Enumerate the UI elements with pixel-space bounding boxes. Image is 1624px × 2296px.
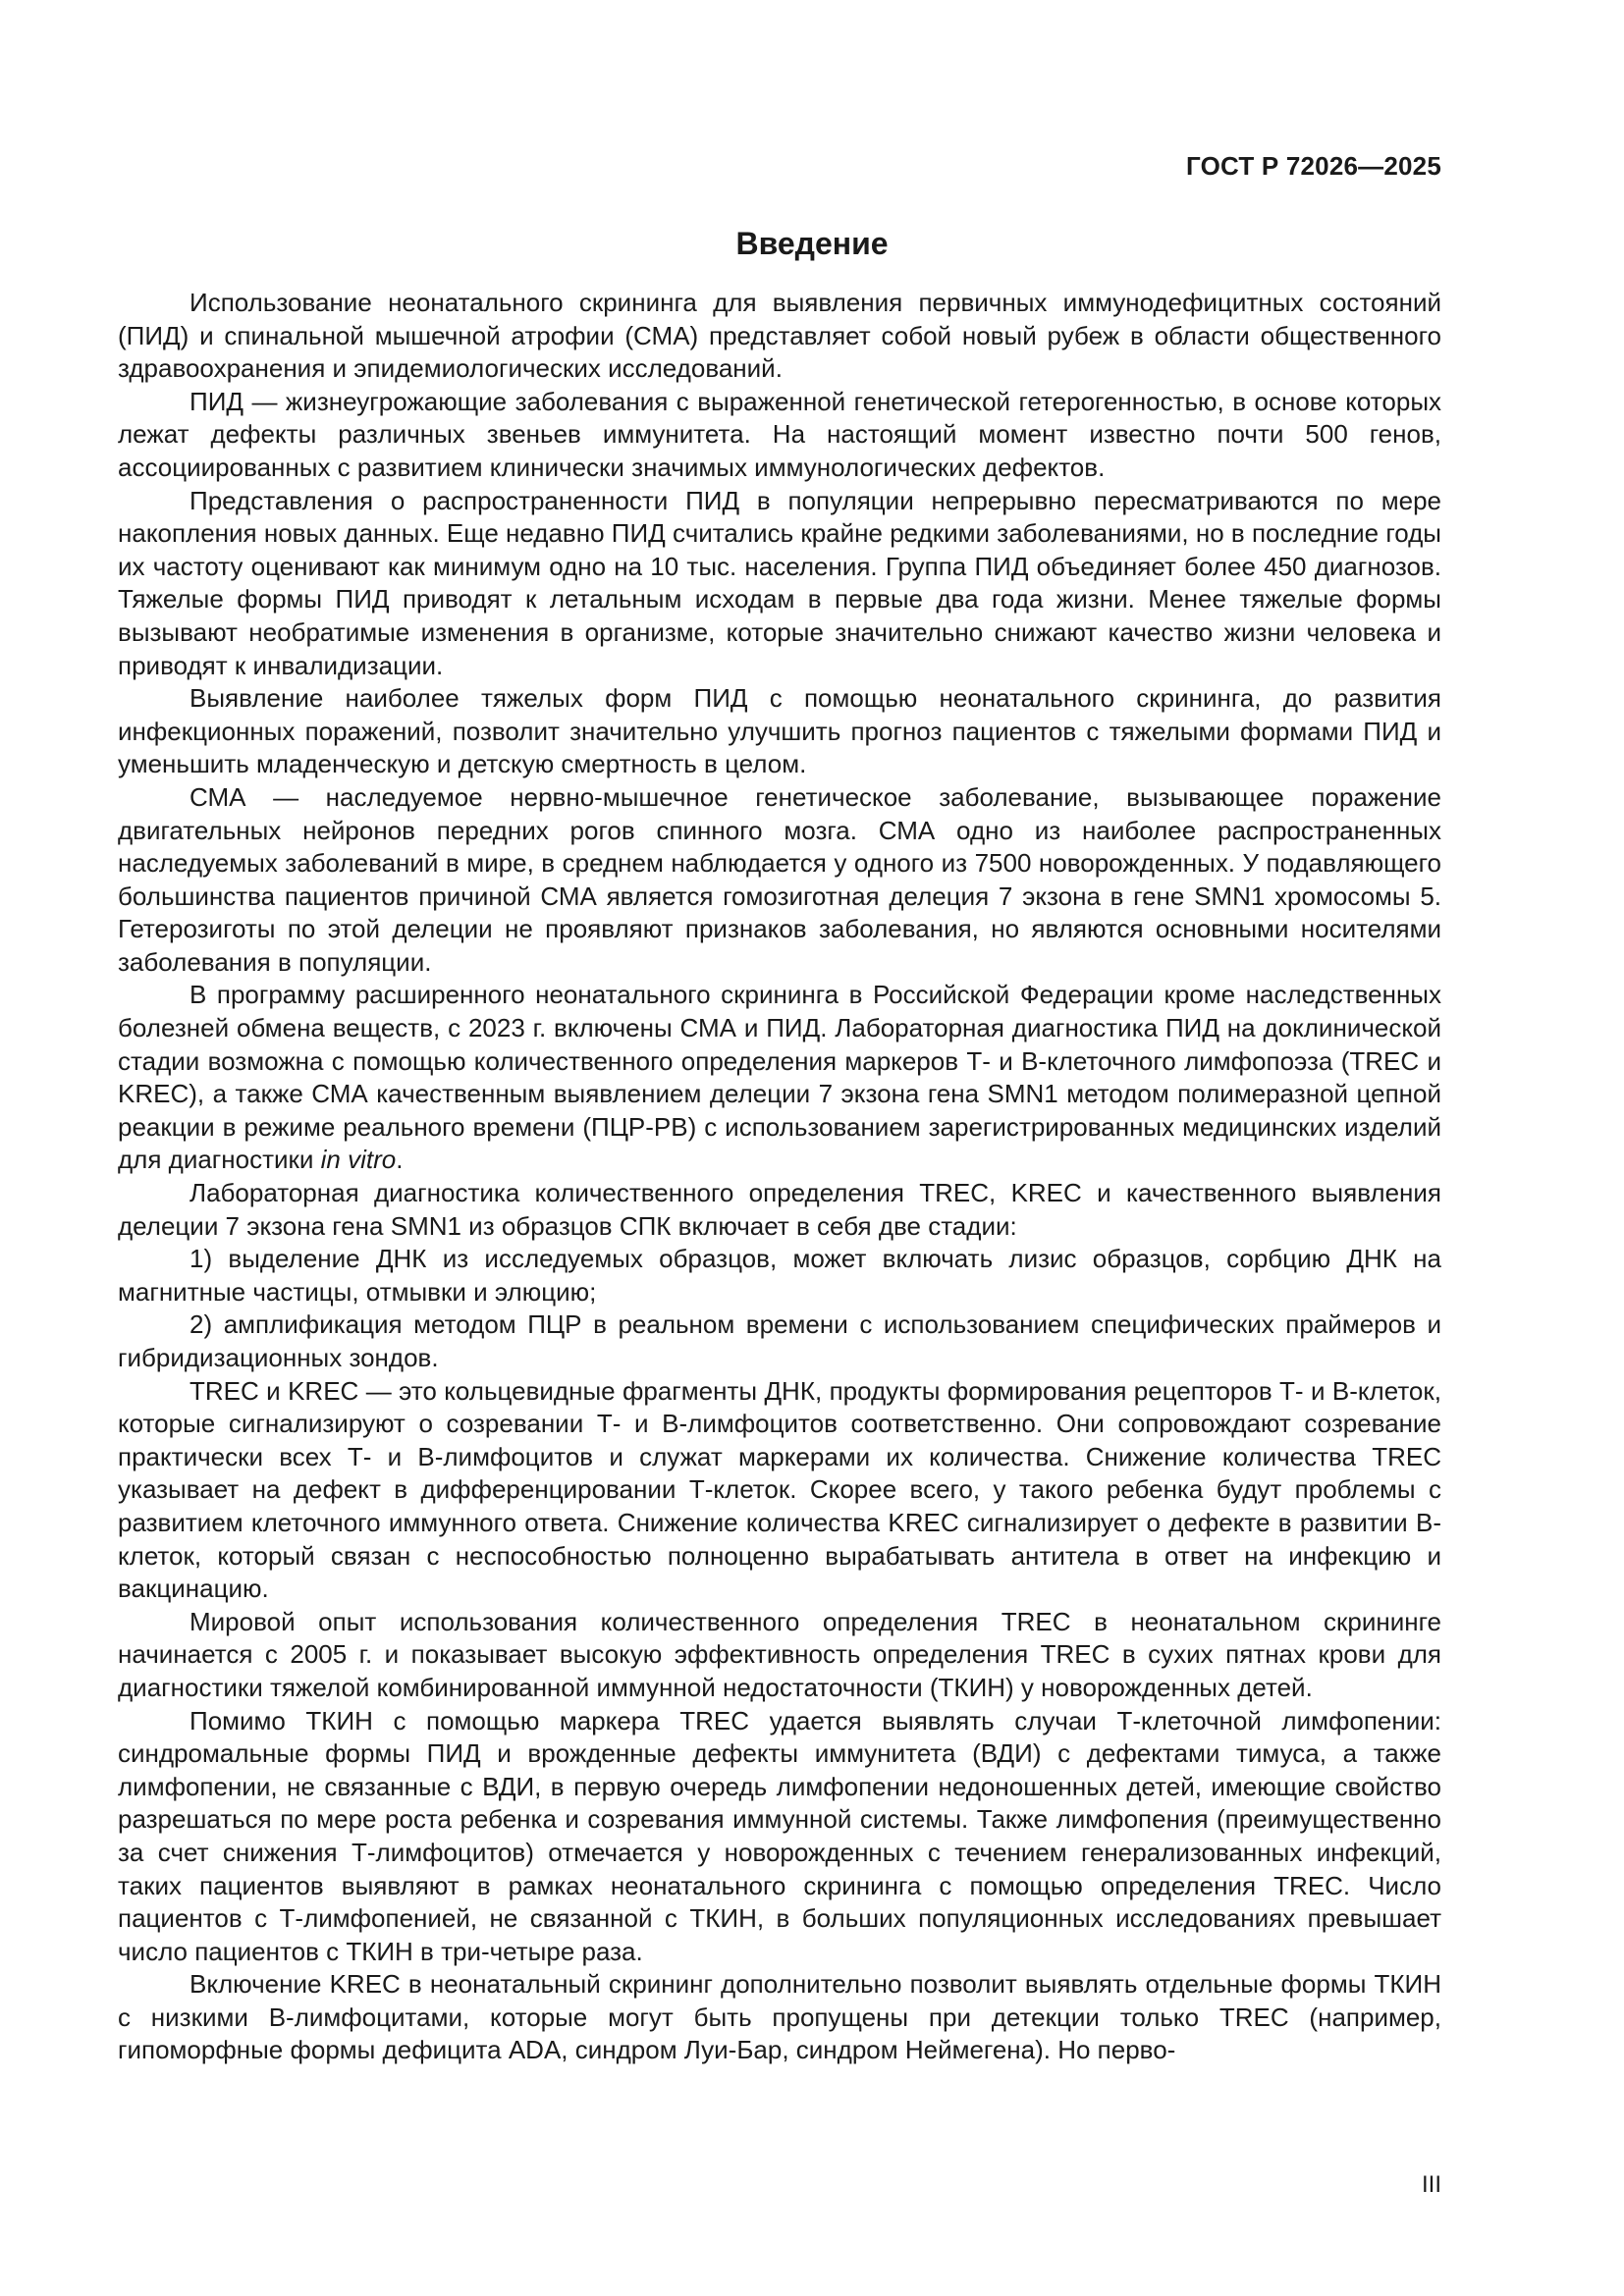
paragraph: Включение KREC в неонатальный скрининг дополнительно позволит выявлять отдельные формы ТКИН с низкими В-лимфоцитами, которые могут быть пропущены при детекции только TREC (например, гипоморфные формы дефицита ADA, синдром Луи-Бар, синдром Неймегена). Но перво- [118,1969,1441,2065]
paragraph: Выявление наиболее тяжелых форм ПИД с помощью неонатального скрининга, до развития инфекционных поражений, позволит значительно улучшить прогноз пациентов с тяжелыми формами ПИД и уменьшить младенческую и детскую смертность в целом. [118,683,1441,779]
paragraph: Использование неонатального скрининга для выявления первичных иммунодефицитных состояний (ПИД) и спинальной мышечной атрофии (СМА) представляет собой новый рубеж в области общественного здравоохранения и эпидемиологических исследований. [118,288,1441,384]
page-number: III [1421,2171,1441,2198]
paragraph: ПИД — жизнеугрожающие заболевания с выраженной генетической гетерогенностью, в основе которых лежат дефекты различных звеньев иммунитета. На настоящий момент известно почти 500 генов, ассоциированных с развитием клинически значимых иммунологических дефектов. [118,386,1441,482]
paragraph: TREC и KREC — это кольцевидные фрагменты ДНК, продукты формирования рецепторов Т- и В-клеток, которые сигнализируют о созревании Т- и В-лимфоцитов соответственно. Они сопровождают созревание практически всех Т- и В-лимфоцитов и служат маркерами их количества. Снижение количества TREC указывает на дефект в дифференцировании Т-клеток. Скорее всего, у такого ребенка будут проблемы с развитием клеточного иммунного ответа. Снижение количества KREC сигнализирует о дефекте в развитии В-клеток, который связан с неспособностью полноценно вырабатывать антитела в ответ на инфекцию и вакцинацию. [118,1375,1441,1604]
list-item: 2) амплификация методом ПЦР в реальном времени с использованием специфических праймеров и гибридизационных зондов. [118,1309,1441,1372]
paragraph: Помимо ТКИН с помощью маркера TREC удается выявлять случаи Т-клеточной лимфопении: синдромальные формы ПИД и врожденные дефекты иммунитета (ВДИ) с дефектами тимуса, а также лимфопении, не связанные с ВДИ, в первую очередь лимфопении недоношенных детей, имеющие свойство разрешаться по мере роста ребенка и созревания иммунной системы. Также лимфопения (преимущественно за счет снижения Т-лимфоцитов) отмечается у новорожденных с течением генерализованных инфекций, таких пациентов выявляют в рамках неонатального скрининга с помощью определения TREC. Число пациентов с Т-лимфопенией, не связанной с ТКИН, в больших популяционных исследованиях превышает число пациентов с ТКИН в три-четыре раза. [118,1705,1441,1966]
paragraph: Мировой опыт использования количественного определения TREC в неонатальном скрининге начинается с 2005 г. и показывает высокую эффективность определения TREC в сухих пятнах крови для диагностики тяжелой комбинированной иммунной недостаточности (ТКИН) у новорожденных детей. [118,1606,1441,1702]
italic-term: in vitro [320,1145,397,1175]
paragraph: Представления о распространенности ПИД в популяции непрерывно пересматриваются по мере накопления новых данных. Еще недавно ПИД считались крайне редкими заболеваниями, но в последние годы их частоту оценивают как минимум одно на 10 тыс. населения. Группа ПИД объединяет более 450 диагнозов. Тяжелые формы ПИД приводят к летальным исходам в первые два года жизни. Менее тяжелые формы вызывают необратимые изменения в организме, которые значительно снижают качество жизни человека и приводят к инвалидизации. [118,485,1441,680]
paragraph: Лабораторная диагностика количественного определения TREC, KREC и качественного выявления делеции 7 экзона гена SMN1 из образцов СПК включает в себя две стадии: [118,1178,1441,1241]
document-code: ГОСТ Р 72026—2025 [1186,151,1441,181]
section-title: Введение [735,226,889,261]
list-item: 1) выделение ДНК из исследуемых образцов, может включать лизис образцов, сорбцию ДНК на магнитные частицы, отмывки и элюцию; [118,1244,1441,1307]
paragraph: СМА — наследуемое нервно-мышечное генетическое заболевание, вызывающее поражение двигательных нейронов передних рогов спинного мозга. СМА одно из наиболее распространенных наследуемых заболеваний в мире, в среднем наблюдается у одного из 7500 новорожденных. У подавляющего большинства пациентов причиной СМА является гомозиготная делеция 7 экзона в гене SMN1 хромосомы 5. Гетерозиготы по этой делеции не проявляют признаков заболевания, но являются основными носителями заболевания в популяции. [118,781,1441,977]
document-body [118,287,1441,2067]
paragraph: В программу расширенного неонатального скрининга в Российской Федерации кроме наследственных болезней обмена веществ, с 2023 г. включены СМА и ПИД. Лабораторная диагностика ПИД на доклинической стадии возможна с помощью количественного определения маркеров Т- и В-клеточного лимфопоэза (TREC и KREC), а также СМА качественным выявлением делеции 7 экзона гена SMN1 методом полимеразной цепной реакции в режиме реального времени (ПЦР-РВ) с использованием зарегистрированных медицинских изделий для диагностики in vitro. [118,980,1441,1175]
